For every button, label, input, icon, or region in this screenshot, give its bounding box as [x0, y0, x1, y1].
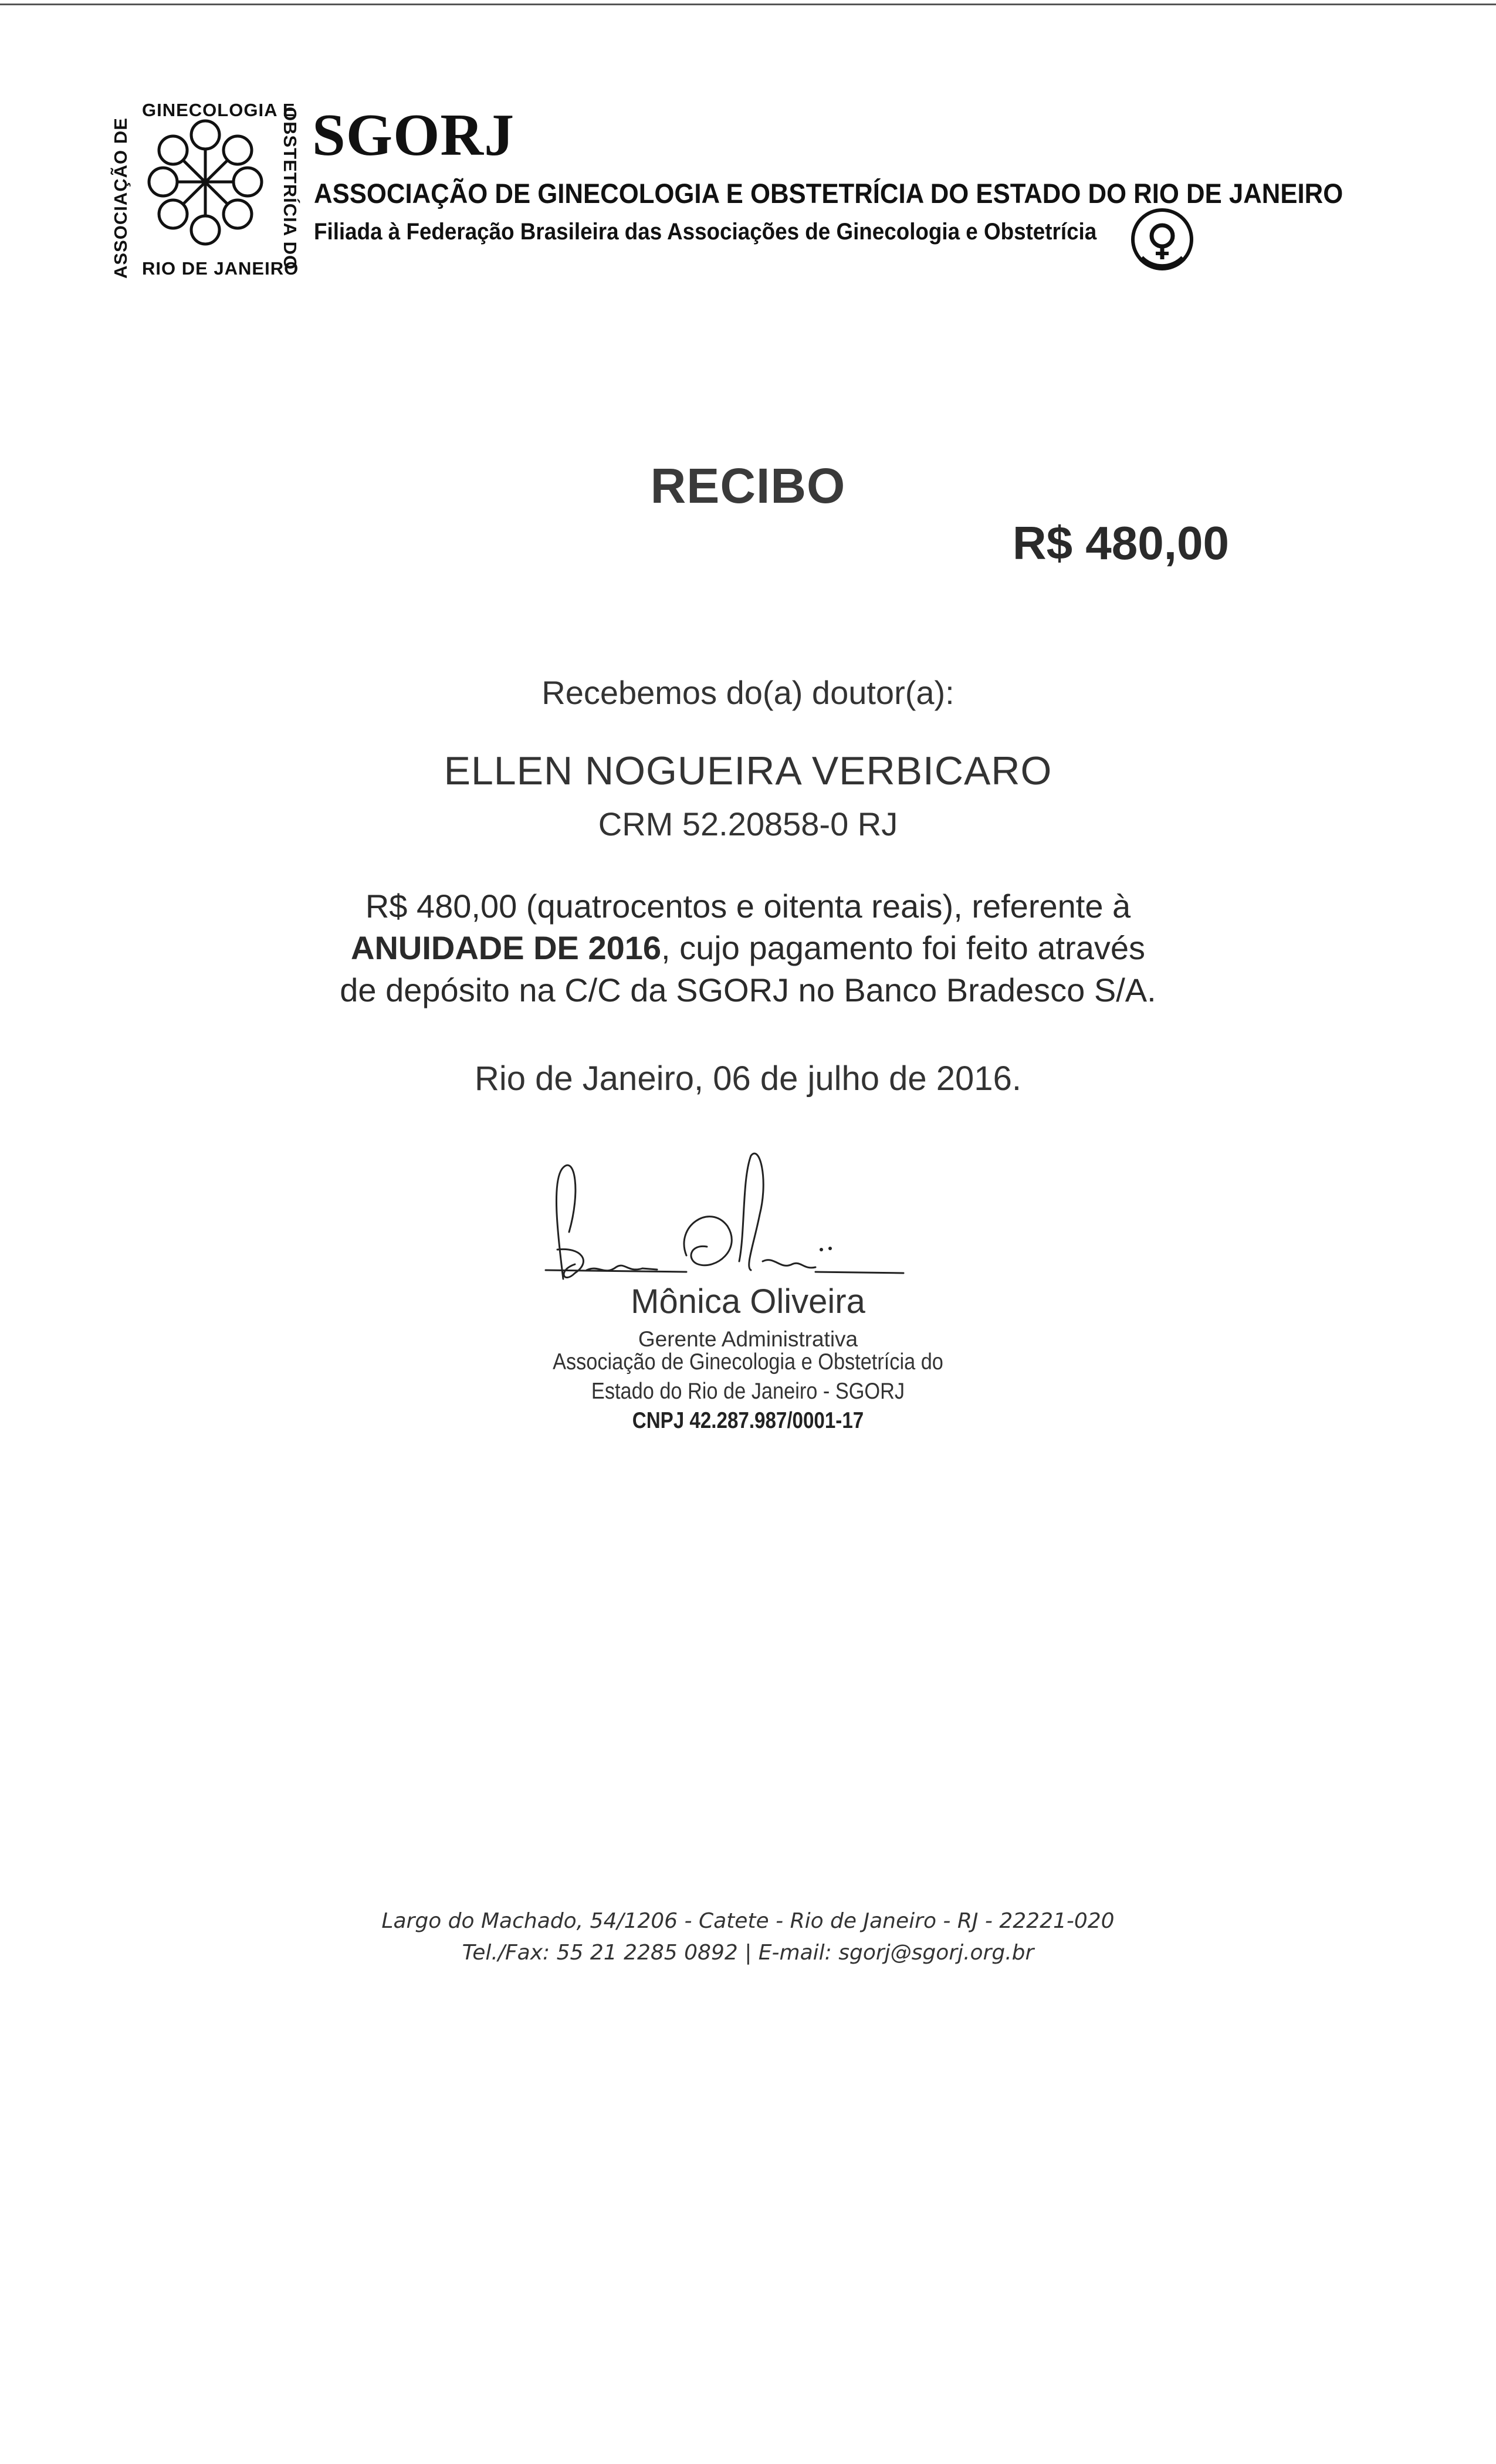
body-line-3: de depósito na C/C da SGORJ no Banco Bradesco S/A.: [340, 972, 1156, 1008]
footer-contact: Tel./Fax: 55 21 2285 0892 | E-mail: sgorj@sgorj.org.br: [462, 1941, 1034, 1965]
signer-org-line-1: Associação de Ginecologia e Obstetrícia do: [553, 1349, 943, 1375]
sgorj-logo: [111, 94, 299, 287]
signer-cnpj: CNPJ 42.287.987/0001-17: [632, 1408, 864, 1433]
signer-org-line-2: Estado do Rio de Janeiro - SGORJ: [591, 1379, 905, 1404]
body-line-2-rest: , cujo pagamento foi feito através: [661, 929, 1145, 966]
org-acronym: SGORJ: [312, 102, 515, 168]
logo-text-bottom: RIO DE JANEIRO: [142, 258, 299, 279]
place-date: Rio de Janeiro, 06 de julho de 2016.: [475, 1060, 1021, 1098]
org-affiliation: Filiada à Federação Brasileira das Associações de Ginecologia e Obstetrícia: [314, 219, 1097, 245]
footer-address: Largo do Machado, 54/1206 - Catete - Rio de Janeiro - RJ - 22221-020: [381, 1909, 1115, 1933]
body-line-1: R$ 480,00 (quatrocentos e oitenta reais), referente à: [365, 888, 1131, 925]
logo-text-right: OBSTETRÍCIA DO: [280, 107, 300, 270]
logo-text-top: GINECOLOGIA E: [142, 100, 296, 120]
signer-name: Mônica Oliveira: [631, 1282, 865, 1321]
org-name: ASSOCIAÇÃO DE GINECOLOGIA E OBSTETRÍCIA DO ESTADO DO RIO DE JANEIRO: [314, 178, 1343, 209]
signer-role: Gerente Administrativa: [638, 1327, 858, 1351]
annuity-label: ANUIDADE DE 2016: [351, 929, 662, 966]
top-rule: [0, 4, 1496, 5]
recipient-crm: CRM 52.20858-0 RJ: [598, 805, 898, 842]
document-title: RECIBO: [650, 458, 846, 513]
febrasgo-seal-icon: [1129, 207, 1195, 272]
logo-text-left: ASSOCIAÇÃO DE: [110, 117, 131, 279]
receipt-amount: R$ 480,00: [1012, 517, 1229, 569]
recipient-name: ELLEN NOGUEIRA VERBICARO: [444, 749, 1052, 793]
body-line-2: [0, 929, 1496, 967]
intro-text: Recebemos do(a) doutor(a):: [541, 674, 955, 711]
